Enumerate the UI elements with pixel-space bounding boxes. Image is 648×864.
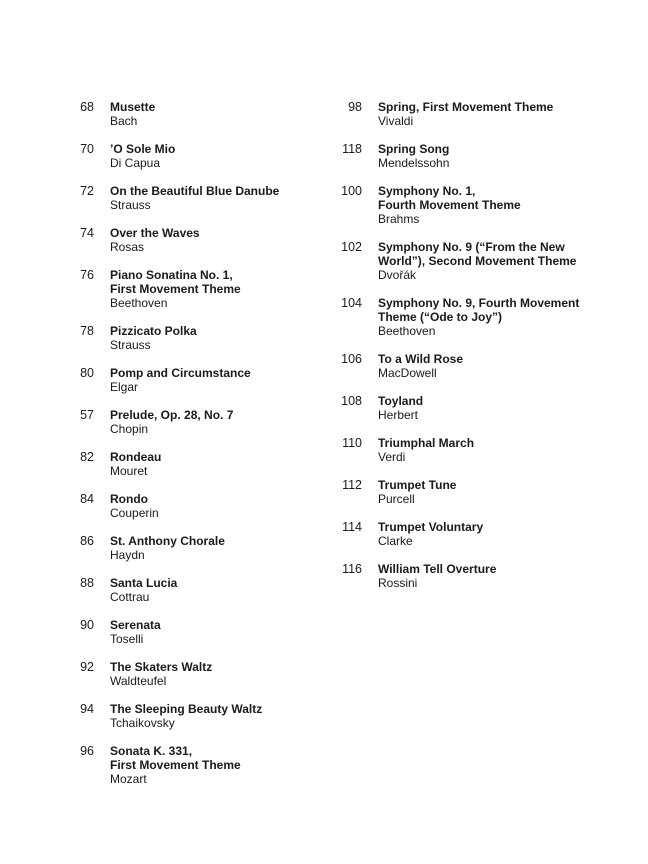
composer-name: Purcell [378,492,415,506]
piece-title: Prelude, Op. 28, No. 7 [110,408,234,422]
piece-title: Symphony No. 1, Fourth Movement Theme [378,184,521,212]
contents-entry [332,100,592,128]
page-number: 57 [80,408,94,422]
entry-text [378,296,592,338]
composer-name: Brahms [378,212,420,226]
composer-name: Vivaldi [378,114,414,128]
contents-entry [332,520,592,548]
composer-name: Elgar [110,380,139,394]
piece-title: Spring Song [378,142,450,156]
contents-entry [332,296,592,338]
page-number: 110 [342,436,362,450]
composer-name: Mozart [110,772,147,786]
composer-name: MacDowell [378,366,437,380]
composer-name: Waldteufel [110,674,167,688]
page-number: 78 [80,324,94,338]
piece-title: Serenata [110,618,161,632]
entry-text [110,226,324,254]
composer-name: Haydn [110,548,145,562]
piece-title: On the Beautiful Blue Danube [110,184,280,198]
page-number: 100 [341,184,362,198]
entry-text [378,240,592,282]
composer-name: Mendelssohn [378,156,450,170]
composer-name: Cottrau [110,590,150,604]
page-number: 98 [348,100,362,114]
contents-entry [64,142,324,170]
page-number: 116 [342,562,362,576]
composer-name: Strauss [110,198,151,212]
composer-name: Beethoven [378,324,436,338]
contents-left-column [64,100,324,800]
piece-title: Pizzicato Polka [110,324,197,338]
entry-text [378,562,592,590]
page-number: 104 [341,296,362,310]
contents-entry [64,100,324,128]
page-number: 106 [341,352,362,366]
page-number: 76 [80,268,94,282]
composer-name: Verdi [378,450,406,464]
contents-entry [64,660,324,688]
entry-text [110,450,324,478]
piece-title: Trumpet Voluntary [378,520,484,534]
contents-right-column [332,100,592,604]
page-number: 92 [80,660,94,674]
entry-text [110,744,324,786]
entry-text [110,100,324,128]
piece-title: St. Anthony Chorale [110,534,225,548]
piece-title: Sonata K. 331, First Movement Theme [110,744,241,772]
piece-title: Triumphal March [378,436,475,450]
page-number: 74 [80,226,94,240]
piece-title: ’O Sole Mio [110,142,176,156]
composer-name: Tchaikovsky [110,716,175,730]
composer-name: Rossini [378,576,418,590]
composer-name: Bach [110,114,138,128]
composer-name: Beethoven [110,296,168,310]
piece-title: Musette [110,100,156,114]
contents-entry [332,436,592,464]
page-number: 68 [80,100,94,114]
contents-entry [332,142,592,170]
entry-text [110,492,324,520]
composer-name: Di Capua [110,156,161,170]
composer-name: Toselli [110,632,144,646]
composer-name: Strauss [110,338,151,352]
contents-entry [64,324,324,352]
page-number: 96 [80,744,94,758]
entry-text [378,436,592,464]
page-number: 84 [80,492,94,506]
contents-entry [332,184,592,226]
contents-entry [332,478,592,506]
composer-name: Mouret [110,464,148,478]
piece-title: Rondo [110,492,148,506]
entry-text [110,184,324,212]
composer-name: Couperin [110,506,159,520]
entry-text [110,366,324,394]
contents-entry [64,744,324,786]
piece-title: Pomp and Circumstance [110,366,251,380]
contents-entry [64,450,324,478]
contents-entry [64,268,324,310]
page-number: 88 [80,576,94,590]
contents-entry [64,226,324,254]
page-number: 80 [80,366,94,380]
composer-name: Clarke [378,534,413,548]
composer-name: Rosas [110,240,145,254]
piece-title: Piano Sonatina No. 1, First Movement Theme [110,268,241,296]
contents-entry [64,702,324,730]
piece-title: Santa Lucia [110,576,178,590]
contents-entry [64,618,324,646]
page-number: 90 [80,618,94,632]
piece-title: To a Wild Rose [378,352,464,366]
composer-name: Herbert [378,408,419,422]
entry-text [378,394,592,422]
piece-title: Spring, First Movement Theme [378,100,554,114]
page-number: 112 [342,478,362,492]
contents-entry [332,240,592,282]
contents-entry [64,184,324,212]
entry-text [110,534,324,562]
composer-name: Dvořák [378,268,417,282]
entry-text [378,100,592,128]
contents-entry [332,352,592,380]
entry-text [378,478,592,506]
piece-title: Over the Waves [110,226,200,240]
piece-title: Trumpet Tune [378,478,457,492]
piece-title: Symphony No. 9 (“From the New World”), Second Movement Theme [378,240,577,268]
piece-title: The Skaters Waltz [110,660,213,674]
piece-title: William Tell Overture [378,562,497,576]
contents-entry [64,534,324,562]
entry-text [110,408,324,436]
entry-text [378,520,592,548]
page-number: 114 [342,520,362,534]
page-number: 102 [341,240,362,254]
contents-entry [332,394,592,422]
entry-text [378,142,592,170]
page-number: 86 [80,534,94,548]
entry-text [110,618,324,646]
entry-text [110,576,324,604]
entry-text [110,142,324,170]
piece-title: Symphony No. 9, Fourth Movement Theme (“Ode to Joy”) [378,296,580,324]
entry-text [110,324,324,352]
page-number: 72 [80,184,94,198]
piece-title: Toyland [378,394,424,408]
page-number: 94 [80,702,94,716]
contents-entry [64,492,324,520]
piece-title: Rondeau [110,450,162,464]
entry-text [110,268,324,310]
entry-text [378,352,592,380]
entry-text [110,702,324,730]
piece-title: The Sleeping Beauty Waltz [110,702,263,716]
page-number: 82 [80,450,94,464]
page-number: 70 [80,142,94,156]
page-number: 108 [341,394,362,408]
contents-entry [64,366,324,394]
entry-text [378,184,592,226]
contents-entry [332,562,592,590]
entry-text [110,660,324,688]
contents-entry [64,576,324,604]
contents-entry [64,408,324,436]
composer-name: Chopin [110,422,149,436]
page-number: 118 [342,142,362,156]
